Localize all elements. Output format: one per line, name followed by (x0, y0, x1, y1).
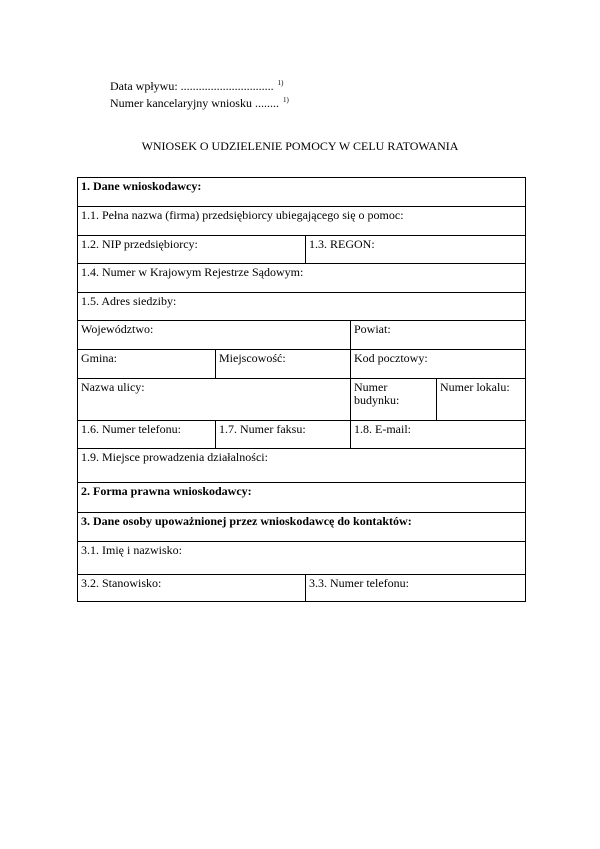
application-form-table (77, 177, 526, 602)
document-title: WNIOSEK O UDZIELENIE POMOCY W CELU RATOWANIA (141, 139, 459, 153)
legal-form-field[interactable]: 2. Forma prawna wnioskodawcy: (81, 484, 252, 498)
address-row-region (78, 321, 525, 350)
section-3-heading: 3. Dane osoby upoważnionej przez wnioskodawcę do kontaktów: (81, 514, 412, 528)
application-number-label: Numer kancelaryjny wniosku ........ (110, 96, 279, 110)
contact-phone-field[interactable]: 3.3. Numer telefonu: (305, 575, 525, 602)
postal-code-field[interactable]: Kod pocztowy: (350, 350, 525, 378)
field-row-1-5 (78, 293, 525, 321)
address-row-street (78, 379, 525, 421)
nip-field[interactable]: 1.2. NIP przedsiębiorcy: (81, 237, 198, 251)
street-name-field[interactable]: Nazwa ulicy: (81, 380, 145, 394)
section-1-row (78, 178, 525, 207)
field-row-1-4 (78, 264, 525, 293)
apartment-number-field[interactable]: Numer lokalu: (436, 379, 525, 420)
town-field[interactable]: Miejscowość: (215, 350, 350, 378)
phone-field[interactable]: 1.6. Numer telefonu: (81, 422, 181, 436)
contact-name-field[interactable]: 3.1. Imię i nazwisko: (81, 543, 182, 557)
receipt-date-label: Data wpływu: ............................... (110, 79, 274, 93)
business-location-field[interactable]: 1.9. Miejsce prowadzenia działalności: (81, 450, 268, 464)
address-row-locality (78, 350, 525, 379)
receipt-date-line (110, 76, 289, 93)
building-number-field[interactable]: Numer budynku: (350, 379, 436, 420)
position-field[interactable]: 3.2. Stanowisko: (81, 576, 162, 590)
regon-field[interactable]: 1.3. REGON: (305, 236, 525, 263)
footnote-marker: 1) (282, 96, 289, 104)
field-row-3-1 (78, 542, 525, 575)
section-1-heading: 1. Dane wnioskodawcy: (81, 179, 202, 193)
section-3-row (78, 513, 525, 542)
section-2-row (78, 483, 525, 513)
field-row-3-2 (78, 575, 525, 602)
field-row-1-9 (78, 449, 525, 483)
contact-row (78, 421, 525, 449)
email-field[interactable]: 1.8. E-mail: (350, 421, 525, 448)
county-field[interactable]: Powiat: (350, 321, 525, 349)
document-header (110, 76, 289, 110)
voivodeship-field[interactable]: Województwo: (81, 322, 154, 336)
fax-field[interactable]: 1.7. Numer faksu: (215, 421, 350, 448)
full-company-name-field[interactable]: 1.1. Pełna nazwa (firma) przedsiębiorcy ubiegającego się o pomoc: (81, 208, 404, 222)
application-number-line (110, 93, 289, 110)
footnote-marker: 1) (277, 79, 284, 87)
field-row-1-1 (78, 207, 525, 236)
commune-field[interactable]: Gmina: (81, 351, 117, 365)
registered-address-field: 1.5. Adres siedziby: (81, 294, 177, 308)
krs-number-field[interactable]: 1.4. Numer w Krajowym Rejestrze Sądowym: (81, 265, 304, 279)
field-row-1-2 (78, 236, 525, 264)
